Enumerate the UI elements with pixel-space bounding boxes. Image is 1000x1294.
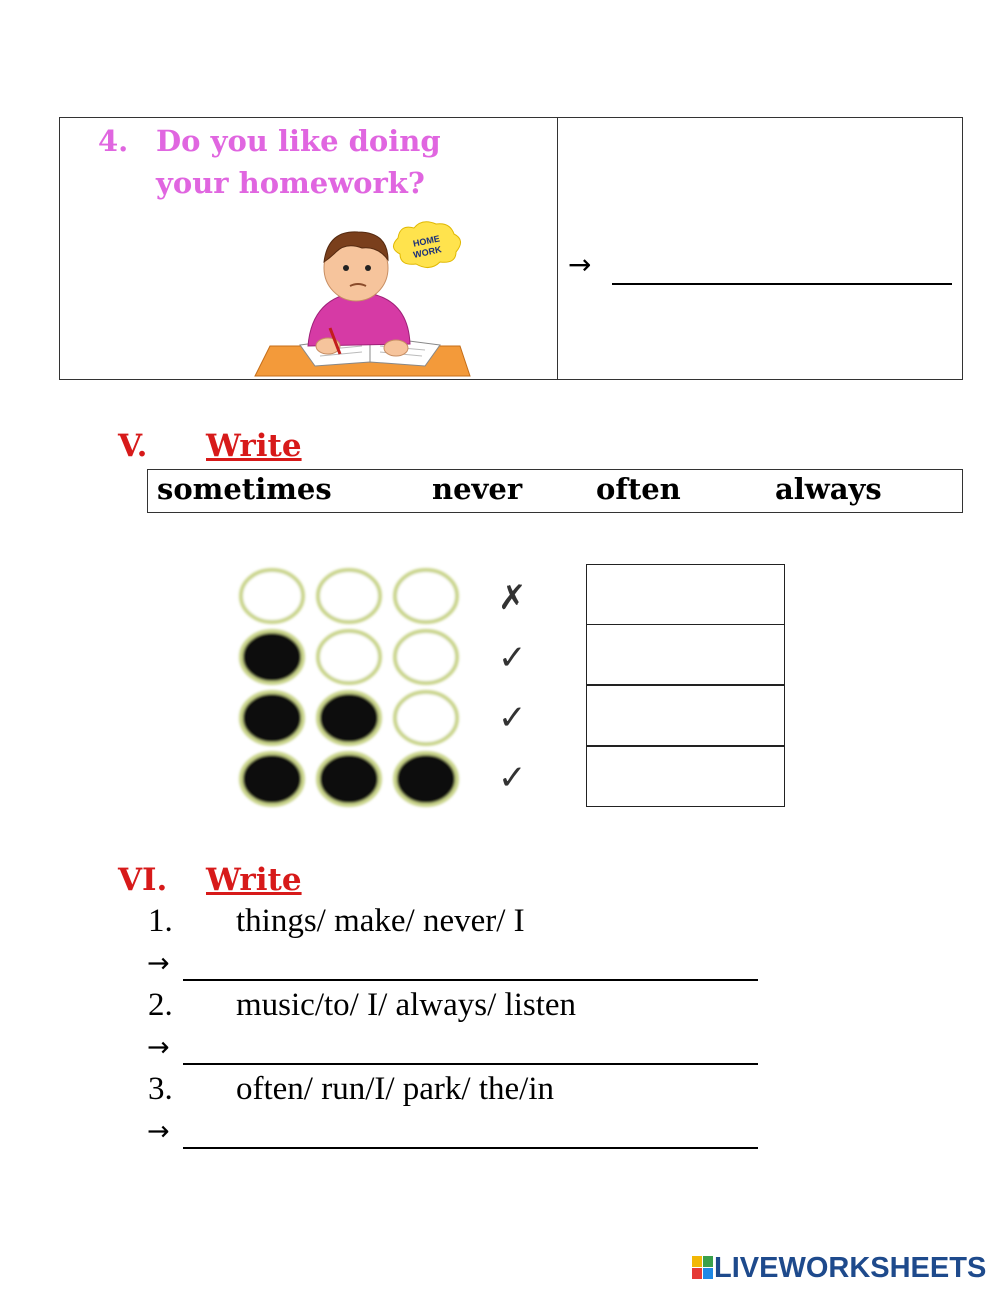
cross-icon: ✗	[498, 578, 527, 618]
question-text-line-2: your homework?	[156, 166, 425, 200]
arrow-icon: →	[147, 948, 170, 979]
empty-circle	[395, 631, 457, 683]
arrow-icon: →	[147, 1116, 170, 1147]
word-bank	[147, 469, 963, 513]
answer-line[interactable]	[183, 1063, 758, 1065]
svg-text:WORK: WORK	[412, 244, 443, 260]
logo-blocks-icon	[692, 1256, 714, 1280]
answer-box[interactable]	[586, 564, 785, 625]
section-title: Write	[206, 862, 302, 898]
section-title: Write	[206, 428, 302, 464]
word-bank-item: never	[432, 472, 523, 506]
question-4-table	[59, 117, 963, 380]
filled-circle	[241, 753, 303, 805]
filled-circle	[395, 753, 457, 805]
empty-circle	[241, 570, 303, 622]
answer-line[interactable]	[612, 283, 952, 285]
check-icon: ✓	[498, 638, 527, 678]
item-text: often/ run/I/ park/ the/in	[236, 1071, 554, 1107]
filled-circle	[241, 692, 303, 744]
item-text: things/ make/ never/ I	[236, 903, 525, 939]
item-number: 3.	[148, 1071, 173, 1107]
question-number: 4.	[98, 124, 129, 158]
empty-circle	[318, 570, 380, 622]
answer-line[interactable]	[183, 1147, 758, 1149]
section-number: VI.	[118, 862, 168, 898]
check-icon: ✓	[498, 758, 527, 798]
answer-arrow-icon: →	[568, 248, 592, 281]
filled-circle	[318, 692, 380, 744]
svg-text:HOME: HOME	[412, 233, 441, 249]
item-number: 2.	[148, 987, 173, 1023]
answer-box[interactable]	[586, 624, 785, 685]
answer-box[interactable]	[586, 746, 785, 807]
question-text-line-1: Do you like doing	[156, 124, 441, 158]
filled-circle	[318, 753, 380, 805]
arrow-icon: →	[147, 1032, 170, 1063]
empty-circle	[395, 570, 457, 622]
empty-circle	[395, 692, 457, 744]
section-number: V.	[118, 428, 148, 464]
word-bank-item: always	[775, 472, 882, 506]
check-icon: ✓	[498, 698, 527, 738]
item-number: 1.	[148, 903, 173, 939]
answer-line[interactable]	[183, 979, 758, 981]
empty-circle	[318, 631, 380, 683]
logo-text: LIVEWORKSHEETS	[714, 1251, 987, 1284]
word-bank-item: sometimes	[157, 472, 332, 506]
filled-circle	[241, 631, 303, 683]
liveworksheets-logo	[692, 1252, 986, 1284]
item-text: music/to/ I/ always/ listen	[236, 987, 577, 1023]
table-divider	[557, 118, 558, 379]
word-bank-item: often	[596, 472, 681, 506]
answer-box[interactable]	[586, 685, 785, 746]
homework-boy-illustration	[250, 218, 480, 378]
